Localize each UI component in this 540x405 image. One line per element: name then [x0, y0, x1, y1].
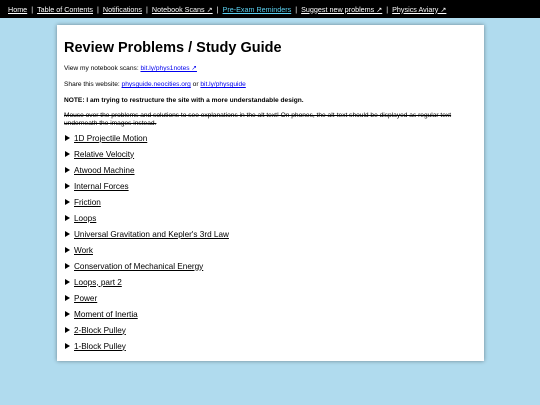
topic-item[interactable] [64, 258, 477, 274]
nav-pre-exam-reminders-link[interactable]: Pre-Exam Reminders [222, 4, 292, 14]
disclosure-triangle-icon [65, 231, 70, 237]
topic-label[interactable]: Relative Velocity [74, 149, 135, 159]
topic-item[interactable] [64, 306, 477, 322]
share-link-bitly[interactable]: bit.ly/physguide [200, 81, 246, 88]
share-prefix: Share this website: [64, 81, 122, 88]
topic-item[interactable] [64, 162, 477, 178]
topic-item[interactable] [64, 178, 477, 194]
topic-label[interactable]: Conservation of Mechanical Energy [74, 261, 204, 271]
disclosure-triangle-icon [65, 183, 70, 189]
topic-item[interactable] [64, 194, 477, 210]
nav-notebook-scans-link[interactable]: Notebook Scans ↗ [151, 4, 213, 14]
disclosure-triangle-icon [65, 247, 70, 253]
topic-label[interactable]: Power [74, 293, 98, 303]
disclosure-triangle-icon [65, 167, 70, 173]
struck-instructions: Mouse over the problems and solutions to see explanations in the alt text! On phones, the alt-text should be displayed as regular text underneath the images instead. [64, 112, 452, 127]
nav-separator: | [295, 4, 298, 14]
topic-item[interactable] [64, 338, 477, 354]
nav-separator: | [216, 4, 219, 14]
topic-label[interactable]: Loops, part 2 [74, 277, 122, 287]
topic-list [64, 130, 477, 354]
topic-label[interactable]: Work [74, 245, 93, 255]
disclosure-triangle-icon [65, 295, 70, 301]
topic-item[interactable] [64, 322, 477, 338]
page-title: Review Problems / Study Guide [64, 40, 282, 56]
disclosure-triangle-icon [65, 135, 70, 141]
disclosure-triangle-icon [65, 311, 70, 317]
nav-separator: | [31, 4, 34, 14]
topic-label[interactable]: Universal Gravitation and Kepler's 3rd Law [74, 229, 229, 239]
nav-table-of-contents-link[interactable]: Table of Contents [37, 4, 93, 14]
share-website-line [64, 81, 477, 89]
topic-item[interactable] [64, 226, 477, 242]
topic-label[interactable]: Internal Forces [74, 181, 129, 191]
nav-suggest-problems-link[interactable]: Suggest new problems ↗ [301, 4, 383, 14]
disclosure-triangle-icon [65, 279, 70, 285]
notebook-scans-link[interactable]: bit.ly/phys1notes ↗ [140, 65, 197, 72]
topic-label[interactable]: Moment of Inertia [74, 309, 138, 319]
topic-item[interactable] [64, 274, 477, 290]
top-nav-bar [0, 0, 540, 18]
nav-separator: | [97, 4, 99, 14]
disclosure-triangle-icon [65, 263, 70, 269]
nav-separator: | [146, 4, 148, 14]
topic-label[interactable]: Loops [74, 213, 97, 223]
disclosure-triangle-icon [65, 199, 70, 205]
main-content-panel [57, 25, 484, 361]
nav-home-link[interactable]: Home [8, 4, 28, 14]
topic-label[interactable]: 1-Block Pulley [74, 341, 126, 351]
topic-label[interactable]: 1D Projectile Motion [74, 133, 148, 143]
nav-notifications-link[interactable]: Notifications [102, 4, 143, 14]
topic-label[interactable]: Friction [74, 197, 101, 207]
disclosure-triangle-icon [65, 327, 70, 333]
nav-physics-aviary-link[interactable]: Physics Aviary ↗ [392, 4, 447, 14]
topic-item[interactable] [64, 210, 477, 226]
topic-label[interactable]: Atwood Machine [74, 165, 135, 175]
disclosure-triangle-icon [65, 215, 70, 221]
disclosure-triangle-icon [65, 343, 70, 349]
share-link-neocities[interactable]: physguide.neocities.org [121, 81, 191, 88]
disclosure-triangle-icon [65, 151, 70, 157]
restructure-note: NOTE: I am trying to restructure the site with a more understandable design. [64, 97, 304, 104]
share-or: or [190, 81, 201, 88]
topic-item[interactable] [64, 130, 477, 146]
notebook-scans-line [64, 65, 477, 73]
topic-item[interactable] [64, 242, 477, 258]
topic-label[interactable]: 2-Block Pulley [74, 325, 126, 335]
nav-separator: | [386, 4, 389, 14]
topic-item[interactable] [64, 146, 477, 162]
notebook-scans-prefix: View my notebook scans: [64, 65, 141, 72]
topic-item[interactable] [64, 290, 477, 306]
